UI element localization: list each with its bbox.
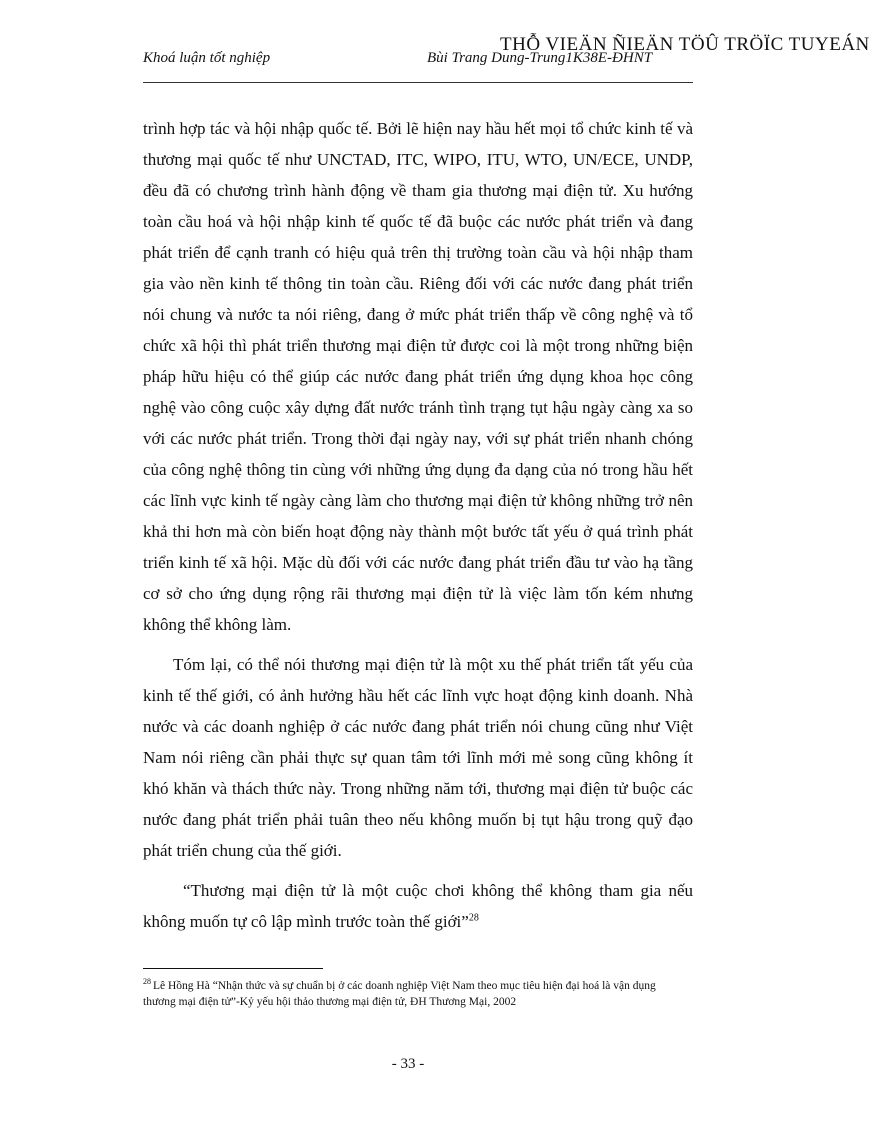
quote-text: “Thương mại điện tử là một cuộc chơi không thể không tham gia nếu không muốn tự cô lập mình trước toàn thế giới” (143, 881, 693, 931)
paragraph-2: Tóm lại, có thể nói thương mại điện tử là một xu thế phát triển tất yếu của kinh tế thế giới, có ảnh hưởng hầu hết các lĩnh vực hoạt động kinh doanh. Nhà nước và các doanh nghiệp ở các nước đang phát triển nói chung cũng như Việt Nam nói riêng cần phải thực sự quan tâm tới lĩnh mới mẻ song cũng không ít khó khăn và thách thức này. Trong những năm tới, thương mại điện tử buộc các nước đang phát triển phải tuân theo nếu không muốn bị tụt hậu trong quỹ đạo phát triển chung của thế giới. (143, 655, 693, 860)
header-left-title: Khoá luận tốt nghiệp (143, 50, 271, 66)
header-divider (143, 82, 693, 83)
footnote-number: 28 (143, 977, 151, 987)
footnote-divider (143, 968, 323, 969)
header-author: Bùi Trang Dung-Trung1K38E-ĐHNT (427, 50, 653, 66)
body-text (143, 113, 693, 937)
paragraph-1: trình hợp tác và hội nhập quốc tế. Bởi lẽ hiện nay hầu hết mọi tổ chức kinh tế và thương mại quốc tế như UNCTAD, ITC, WIPO, ITU, WTO, UN/ECE, UNDP, đều đã có chương trình hành động về tham gia thương mại điện tử. Xu hướng toàn cầu hoá và hội nhập kinh tế quốc tế đã buộc các nước phát triển và đang phát triển để cạnh tranh có hiệu quả trên thị trường toàn cầu và hội nhập tham gia vào nền kinh tế thông tin toàn cầu. Riêng đối với các nước đang phát triển nói chung và nước ta nói riêng, đang ở mức phát triển thấp về công nghệ và tổ chức xã hội thì phát triển thương mại điện tử được coi là một trong những biện pháp hữu hiệu có thể giúp các nước đang phát triển ứng dụng khoa học công nghệ vào công cuộc xây dựng đất nước tránh tình trạng tụt hậu ngày càng xa so với các nước phát triển. Trong thời đại ngày nay, với sự phát triển nhanh chóng của công nghệ thông tin cùng với những ứng dụng đa dạng của nó trong hầu hết các lĩnh vực kinh tế ngày càng làm cho thương mại điện tử không những trở nên khả thi hơn mà còn biến hoạt động này thành một bước tất yếu ở quá trình phát triển kinh tế xã hội. Mặc dù đối với các nước đang phát triển đầu tư vào hạ tầng cơ sở cho ứng dụng rộng rãi thương mại điện tử là việc làm tốn kém nhưng không thể không làm. (143, 119, 693, 634)
footnote-text: Lê Hồng Hà “Nhận thức và sự chuẩn bị ở các doanh nghiệp Việt Nam theo mục tiêu hiện đại hoá là vận dụng thương mại điện tử”-Kỷ yếu hội thảo thương mại điện tử, ĐH Thương Mại, 2002 (143, 980, 656, 1008)
quote-paragraph (143, 875, 693, 937)
page-number: - 33 - (391, 1056, 425, 1072)
footnote (143, 978, 688, 1010)
footnote-reference: 28 (468, 912, 479, 924)
watermark-text: THỖ VIEÄN ÑIEÄN TÖÛ TRÖÏC TUYEÁN (500, 34, 870, 55)
